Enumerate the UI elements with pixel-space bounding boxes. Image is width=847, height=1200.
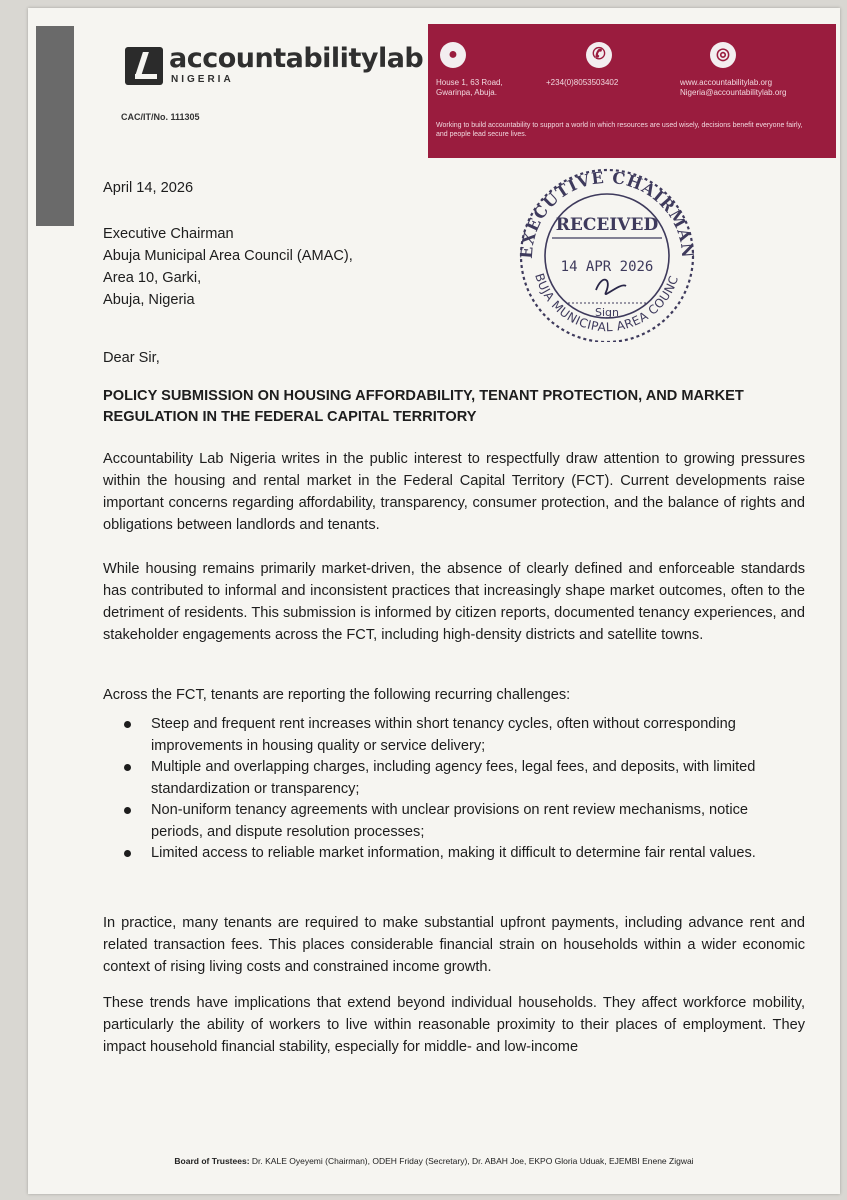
list-item-text: Steep and frequent rent increases within short tenancy cycles, often without corresponding improvements in housing quality or service delivery; [151,716,736,754]
bullet-icon [124,764,131,771]
trustees-members: Dr. KALE Oyeyemi (Chairman), ODEH Friday (Secretary), Dr. ABAH Joe, EKPO Gloria Uduak, EJEMBI Enene Zigwai [251,1156,694,1166]
stamp-signature [596,280,626,294]
organization-logo [125,45,445,95]
trustees-label: Board of Trustees: [174,1156,250,1166]
letter-sheet [28,8,840,1194]
recipient-line-2: Abuja Municipal Area Council (AMAC), [103,248,353,264]
contact-banner [428,24,836,158]
logo-subtitle: NIGERIA [171,74,234,85]
stamp-graphic [508,166,706,342]
stamp-received-text: RECEIVED [555,215,659,235]
paragraph-3: In practice, many tenants are required to make substantial upfront payments, including advance rent and related transaction fees. This places considerable financial strain on households within a wider economic context of rising living costs and constrained income growth. [103,915,805,975]
phone-icon: ✆ [586,42,612,68]
recipient-line-3: Area 10, Garki, [103,270,202,286]
letter-date: April 14, 2026 [103,180,194,196]
bullet-icon [124,850,131,857]
list-item [118,800,798,843]
logo-mark-icon [125,47,163,85]
logo-name: accountabilitylab [169,43,424,74]
svg-text:EXECUTIVE CHAIRMAN [517,168,698,259]
globe-icon: ◎ [710,42,736,68]
stamp-sign-label: Sign [595,306,619,319]
banner-tagline: Working to build accountability to support a world in which resources are used wisely, decisions benefit everyone fairly, and people lead secure lives. [436,122,803,138]
bullet-icon [124,721,131,728]
binder-strip [36,26,74,226]
challenge-list [118,714,798,865]
email: Nigeria@accountabilitylab.org [680,88,787,97]
paragraph-4: These trends have implications that extend beyond individual households. They affect workforce mobility, particularly the ability of workers to live within reasonable proximity to their places of employment. They impact household financial stability, especially for middle- and low-income [103,995,805,1055]
subject-heading: POLICY SUBMISSION ON HOUSING AFFORDABILITY, TENANT PROTECTION, AND MARKET REGULATION IN THE FEDERAL CAPITAL TERRITORY [103,388,744,425]
stamp-ring-text: EXECUTIVE CHAIRMAN [516,167,698,260]
paragraph-1: Accountability Lab Nigeria writes in the public interest to respectfully draw attention to growing pressures within the housing and rental market in the Federal Capital Territory (FCT). Current developments raise important concerns regarding affordability, transparency, consumer protection, and the balance of rights and obligations between landlords and tenants. [103,451,805,533]
board-of-trustees [28,1156,840,1166]
location-pin-icon: ● [440,42,466,68]
website: www.accountabilitylab.org [680,78,773,87]
paragraph-2: While housing remains primarily market-driven, the absence of clearly defined and enforceable standards has contributed to informal and inconsistent practices that increasingly shape market outcomes, often to the detriment of residents. This submission is informed by citizen reports, documented tenancy experiences, and stakeholder engagements across the FCT, including high-density districts and satellite towns. [103,561,805,643]
list-item-text: Multiple and overlapping charges, including agency fees, legal fees, and deposits, with limited standardization or transparency; [151,759,756,797]
address-block [436,78,503,98]
received-stamp [508,166,706,342]
stamp-bottom-ring-text: BUJA MUNICIPAL AREA COUNC [532,271,682,335]
phone-number: +234(0)8053503402 [546,78,619,87]
recipient-line-4: Abuja, Nigeria [103,292,195,308]
salutation: Dear Sir, [103,350,160,366]
list-item [118,757,798,800]
stamp-date: 14 APR 2026 [560,259,654,275]
list-item [118,843,798,865]
list-item-text: Non-uniform tenancy agreements with unclear provisions on rent review mechanisms, notice periods, and dispute resolution processes; [151,802,748,840]
address-line1: House 1, 63 Road, [436,78,503,87]
web-block [680,78,786,98]
bullet-icon [124,807,131,814]
recipient-line-1: Executive Chairman [103,226,234,242]
lead-in: Across the FCT, tenants are reporting the following recurring challenges: [103,687,571,703]
registration-number: CAC/IT/No. 111305 [121,112,200,122]
list-item-text: Limited access to reliable market information, making it difficult to determine fair rental values. [151,845,756,861]
address-line2: Gwarinpa, Abuja. [436,88,497,97]
list-item [118,714,798,757]
